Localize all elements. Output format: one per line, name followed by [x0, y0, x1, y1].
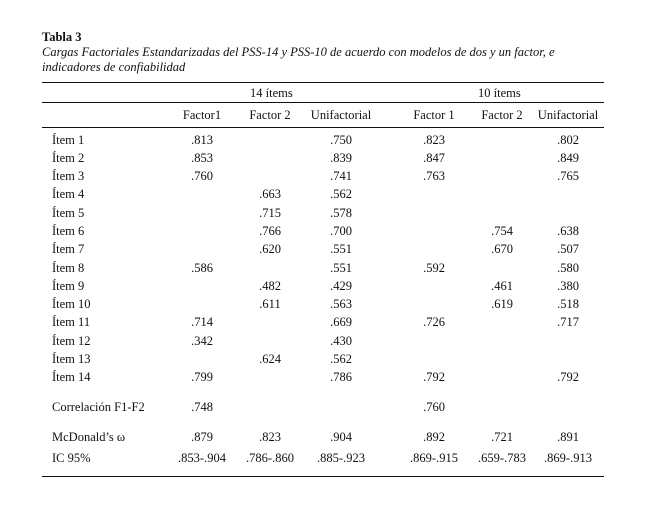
- table-cell: .721: [491, 430, 513, 444]
- table-cell: .586: [191, 261, 213, 275]
- table-row: [0, 169, 654, 187]
- table-cell: .726: [423, 315, 445, 329]
- row-label: Ítem 4: [52, 187, 85, 201]
- table-row: [0, 224, 654, 242]
- table-cell: .885-.923: [317, 451, 365, 465]
- row-label: Ítem 9: [52, 279, 85, 293]
- table-cell: .518: [557, 297, 579, 311]
- table-row: [0, 451, 654, 469]
- table-cell: .429: [330, 279, 352, 293]
- row-label: Ítem 2: [52, 151, 85, 165]
- table-cell: .891: [557, 430, 579, 444]
- column-header: Factor 1: [413, 108, 455, 122]
- bottom-rule: [42, 476, 604, 477]
- table-cell: .563: [330, 297, 352, 311]
- table-cell: .766: [259, 224, 281, 238]
- table-label: Tabla 3: [42, 30, 82, 44]
- table-cell: .700: [330, 224, 352, 238]
- row-label: Ítem 3: [52, 169, 85, 183]
- table-row: [0, 315, 654, 333]
- table-cell: .619: [491, 297, 513, 311]
- table-cell: .853: [191, 151, 213, 165]
- row-label: Ítem 7: [52, 242, 85, 256]
- table-cell: .551: [330, 261, 352, 275]
- table-cell: .380: [557, 279, 579, 293]
- table-row: [0, 370, 654, 388]
- group-header-14-items: 14 ítems: [250, 86, 293, 100]
- table-row: [0, 352, 654, 370]
- table-cell: .715: [259, 206, 281, 220]
- column-header: Factor1: [182, 108, 222, 122]
- table-cell: .792: [557, 370, 579, 384]
- table-cell: .342: [191, 334, 213, 348]
- table-cell: .760: [191, 169, 213, 183]
- row-label: Ítem 1: [52, 133, 85, 147]
- table-row: [0, 187, 654, 205]
- group-header-10-items: 10 ítems: [478, 86, 521, 100]
- table-cell: .659-.783: [478, 451, 526, 465]
- table-cell: .765: [557, 169, 579, 183]
- table-cell: .717: [557, 315, 579, 329]
- row-label: Ítem 11: [52, 315, 91, 329]
- table-cell: .551: [330, 242, 352, 256]
- row-label: McDonald’s ω: [52, 430, 126, 444]
- table-cell: .670: [491, 242, 513, 256]
- column-header: Factor 2: [481, 108, 523, 122]
- table-cell: .580: [557, 261, 579, 275]
- table-cell: .461: [491, 279, 513, 293]
- row-label: IC 95%: [52, 451, 91, 465]
- table-cell: .869-.913: [544, 451, 592, 465]
- table-cell: .853-.904: [178, 451, 226, 465]
- table-row: [0, 297, 654, 315]
- table-row: [0, 430, 654, 448]
- table-cell: .663: [259, 187, 281, 201]
- table-row: [0, 261, 654, 279]
- top-rule: [42, 82, 604, 83]
- table-cell: .892: [423, 430, 445, 444]
- group-rule: [42, 102, 604, 103]
- row-label: Ítem 13: [52, 352, 91, 366]
- table-cell: .620: [259, 242, 281, 256]
- table-row: [0, 334, 654, 352]
- table-cell: .482: [259, 279, 281, 293]
- row-label: Ítem 12: [52, 334, 91, 348]
- table-cell: .760: [423, 400, 445, 414]
- table-cell: .904: [330, 430, 352, 444]
- table-cell: .839: [330, 151, 352, 165]
- table-cell: .786-.860: [246, 451, 294, 465]
- table-cell: .507: [557, 242, 579, 256]
- table-cell: .750: [330, 133, 352, 147]
- table-cell: .763: [423, 169, 445, 183]
- table-cell: .786: [330, 370, 352, 384]
- table-cell: .823: [259, 430, 281, 444]
- table-cell: .869-.915: [410, 451, 458, 465]
- table-row: [0, 206, 654, 224]
- table-cell: .849: [557, 151, 579, 165]
- row-label: Ítem 8: [52, 261, 85, 275]
- table-cell: .754: [491, 224, 513, 238]
- row-label: Ítem 10: [52, 297, 91, 311]
- table-cell: .592: [423, 261, 445, 275]
- row-label: Ítem 5: [52, 206, 85, 220]
- table-cell: .430: [330, 334, 352, 348]
- table-cell: .792: [423, 370, 445, 384]
- table-cell: .813: [191, 133, 213, 147]
- table-cell: .741: [330, 169, 352, 183]
- table-cell: .823: [423, 133, 445, 147]
- table-cell: .562: [330, 187, 352, 201]
- row-label: Ítem 14: [52, 370, 91, 384]
- table-cell: .799: [191, 370, 213, 384]
- table-cell: .847: [423, 151, 445, 165]
- table-cell: .802: [557, 133, 579, 147]
- table-cell: .611: [259, 297, 281, 311]
- table-cell: .714: [191, 315, 213, 329]
- table-row: [0, 279, 654, 297]
- table-cell: .578: [330, 206, 352, 220]
- table-cell: .879: [191, 430, 213, 444]
- column-header: Unifactorial: [310, 108, 372, 122]
- table-row: [0, 400, 654, 418]
- table-cell: .562: [330, 352, 352, 366]
- table-caption: Cargas Factoriales Estandarizadas del PSS-14 y PSS-10 de acuerdo con modelos de dos y un factor, e indicadores de confiabilidad: [42, 45, 555, 74]
- table-row: [0, 242, 654, 260]
- table-cell: .624: [259, 352, 281, 366]
- row-label: Correlación F1-F2: [52, 400, 145, 414]
- table-cell: .669: [330, 315, 352, 329]
- row-label: Ítem 6: [52, 224, 85, 238]
- column-header: Factor 2: [249, 108, 291, 122]
- table-row: [0, 133, 654, 151]
- header-rule: [42, 127, 604, 128]
- column-header: Unifactorial: [537, 108, 599, 122]
- table-cell: .638: [557, 224, 579, 238]
- table-cell: .748: [191, 400, 213, 414]
- table-row: [0, 151, 654, 169]
